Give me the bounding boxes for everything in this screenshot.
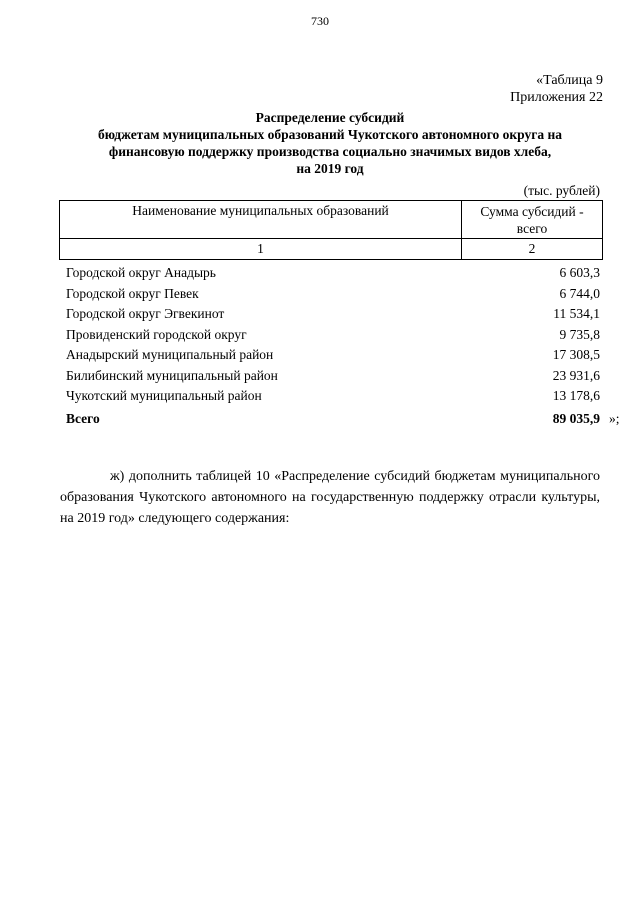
row-name: Городской округ Анадырь xyxy=(66,265,216,280)
annex-table-label: «Таблица 9 xyxy=(536,73,603,88)
closing-quote-mark: »; xyxy=(609,411,620,426)
header-name-cell: Наименование муниципальных образований xyxy=(60,201,462,239)
table-row xyxy=(66,366,600,387)
header-sum-line-1: Сумма субсидий - xyxy=(480,204,584,219)
row-name: Городской округ Эгвекинот xyxy=(66,306,225,321)
total-row xyxy=(66,409,600,430)
document-title xyxy=(60,109,600,177)
row-name: Городской округ Певек xyxy=(66,285,199,301)
row-name: Анадырский муниципальный район xyxy=(66,347,274,362)
row-amount: 13 178,6 xyxy=(552,388,600,403)
column-number-row xyxy=(60,239,603,260)
page-number: 730 xyxy=(311,14,329,28)
annex-appendix-label: Приложения 22 xyxy=(510,90,603,105)
title-line-3: финансовую поддержку производства социально значимых видов хлеба, xyxy=(108,144,552,159)
table-header xyxy=(59,200,603,260)
header-sum-line-2: всего xyxy=(516,221,548,236)
title-line-2: бюджетам муниципальных образований Чукотского автономного округа на xyxy=(97,127,563,142)
row-amount: 9 735,8 xyxy=(559,326,600,342)
table-row xyxy=(66,325,600,346)
unit-label: (тыс. рублей) xyxy=(523,183,600,198)
title-line-1: Распределение субсидий xyxy=(255,110,405,125)
total-label: Всего xyxy=(66,410,100,426)
header-sum-cell xyxy=(462,201,603,239)
header-row xyxy=(60,201,603,239)
table-body xyxy=(66,263,600,429)
row-name: Билибинский муниципальный район xyxy=(66,367,278,383)
table-row xyxy=(66,386,600,407)
row-amount: 11 534,1 xyxy=(553,306,600,321)
table-row xyxy=(66,345,600,366)
row-name: Провиденский городской округ xyxy=(66,326,247,342)
annex-reference xyxy=(510,72,603,106)
column-number-2: 2 xyxy=(462,239,603,260)
amendment-paragraph: ж) дополнить таблицей 10 «Распределение субсидий бюджетам муниципального образования Чукотского автономного на государственную поддержку отрасли культуры, на 2019 год» следующего содержания: xyxy=(60,469,600,526)
row-amount: 23 931,6 xyxy=(552,367,600,383)
row-amount: 17 308,5 xyxy=(552,347,600,362)
table-row xyxy=(66,304,600,325)
row-amount: 6 744,0 xyxy=(559,285,600,301)
column-number-1: 1 xyxy=(60,239,462,260)
table-row xyxy=(66,263,600,284)
row-amount: 6 603,3 xyxy=(559,265,600,280)
title-line-4: на 2019 год xyxy=(296,161,364,176)
table-row xyxy=(66,284,600,305)
row-name: Чукотский муниципальный район xyxy=(66,388,262,403)
total-amount: 89 035,9 xyxy=(552,410,600,426)
